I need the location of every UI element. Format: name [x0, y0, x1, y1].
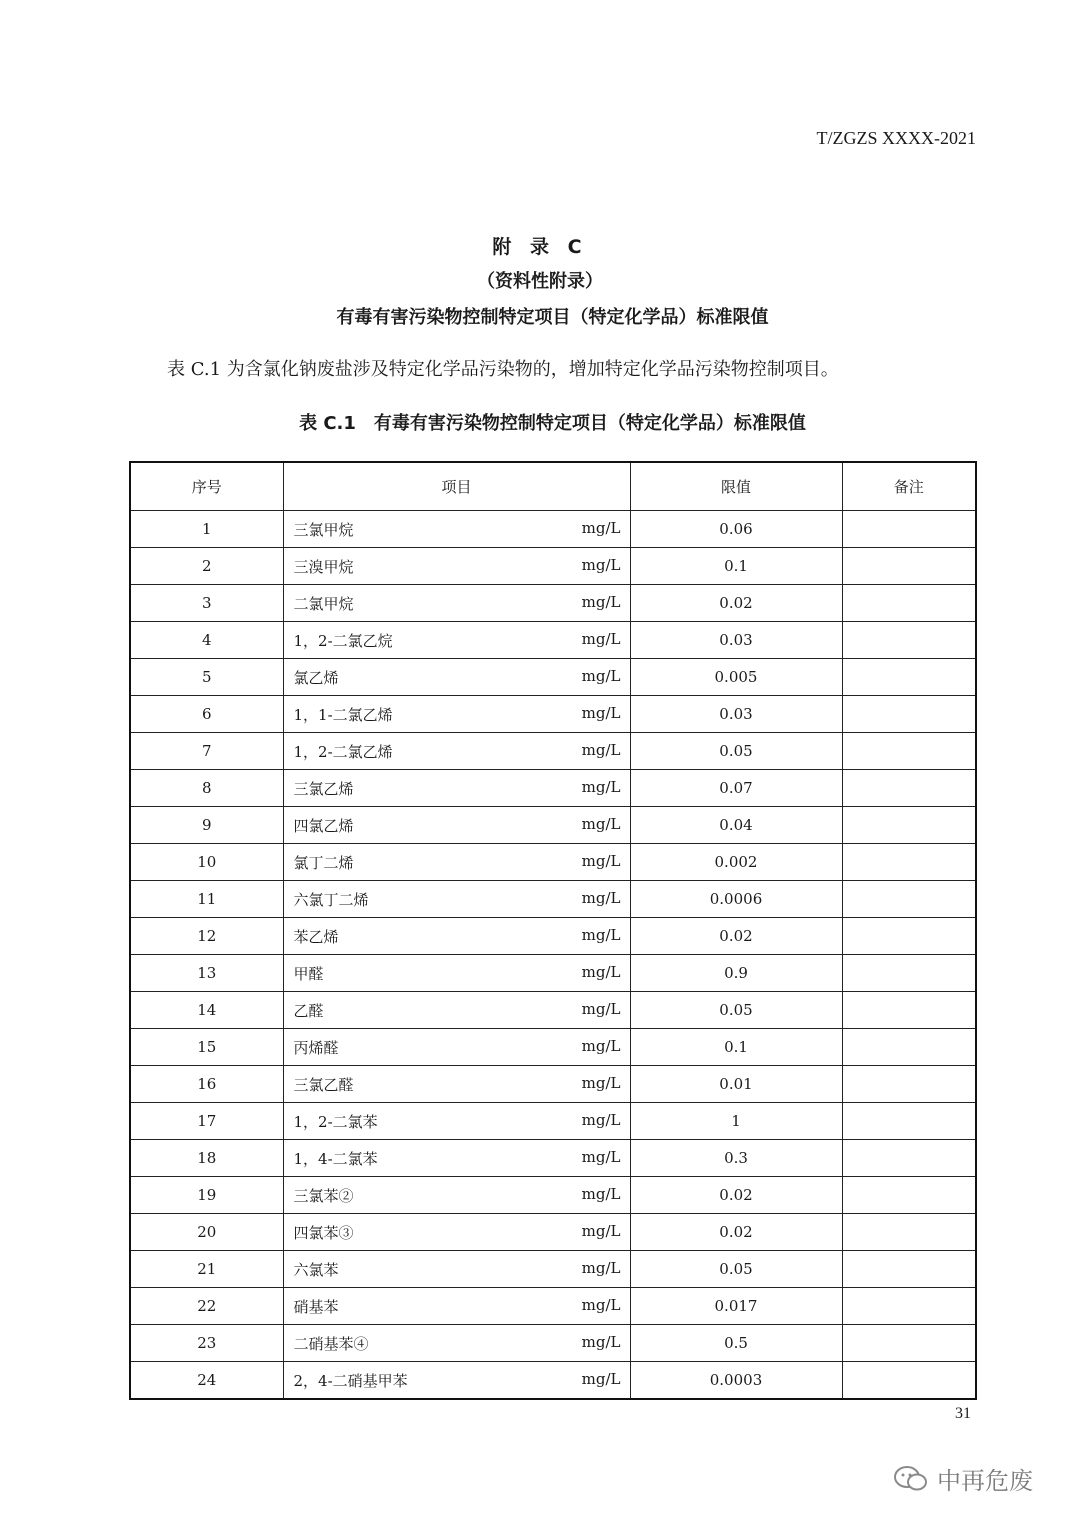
item-name: 二硝基苯④ — [293, 1334, 369, 1353]
cell-item — [283, 1288, 630, 1325]
cell-note — [842, 622, 976, 659]
cell-limit: 0.1 — [630, 1029, 842, 1066]
cell-item — [283, 1214, 630, 1251]
item-name: 乙醛 — [293, 1001, 324, 1020]
cell-no: 3 — [130, 585, 283, 622]
table-row — [130, 992, 976, 1029]
cell-limit: 0.06 — [630, 511, 842, 548]
cell-no: 19 — [130, 1177, 283, 1214]
chat-bubble-icon — [893, 1464, 929, 1494]
cell-note — [842, 1177, 976, 1214]
cell-item — [283, 1103, 630, 1140]
cell-limit: 0.02 — [630, 1177, 842, 1214]
item-unit: mg/L — [581, 740, 621, 759]
appendix-subtitle: （资料性附录） — [477, 271, 603, 292]
page-number: 31 — [955, 1405, 971, 1422]
item-name: 氯乙烯 — [293, 668, 339, 687]
item-name: 1，1-二氯乙烯 — [293, 705, 393, 724]
cell-no: 4 — [130, 622, 283, 659]
cell-no: 24 — [130, 1362, 283, 1400]
table-row — [130, 1325, 976, 1362]
table-row — [130, 548, 976, 585]
table-row — [130, 1066, 976, 1103]
table-row — [130, 807, 976, 844]
cell-limit: 0.07 — [630, 770, 842, 807]
item-name: 1，4-二氯苯 — [293, 1149, 378, 1168]
item-unit: mg/L — [581, 1073, 621, 1092]
cell-limit: 0.9 — [630, 955, 842, 992]
cell-item — [283, 548, 630, 585]
table-row — [130, 770, 976, 807]
cell-item — [283, 770, 630, 807]
cell-limit: 0.5 — [630, 1325, 842, 1362]
item-unit: mg/L — [581, 1184, 621, 1203]
item-name: 1，2-二氯乙烷 — [293, 631, 393, 650]
cell-limit: 0.02 — [630, 918, 842, 955]
item-unit: mg/L — [581, 1036, 621, 1055]
cell-note — [842, 1251, 976, 1288]
cell-item — [283, 1251, 630, 1288]
watermark — [893, 1461, 1033, 1496]
cell-note — [842, 807, 976, 844]
cell-item — [283, 918, 630, 955]
cell-item — [283, 622, 630, 659]
item-unit: mg/L — [581, 962, 621, 981]
table-body — [130, 511, 976, 1400]
item-name: 2，4-二硝基甲苯 — [293, 1371, 408, 1390]
cell-no: 16 — [130, 1066, 283, 1103]
cell-item — [283, 992, 630, 1029]
table-row — [130, 1214, 976, 1251]
item-name: 硝基苯 — [293, 1297, 339, 1316]
cell-item — [283, 844, 630, 881]
item-unit: mg/L — [581, 518, 621, 537]
table-row — [130, 1029, 976, 1066]
cell-note — [842, 1140, 976, 1177]
cell-note — [842, 585, 976, 622]
cell-limit: 0.05 — [630, 992, 842, 1029]
cell-item — [283, 1066, 630, 1103]
appendix-title: 附 录 C — [492, 236, 588, 258]
item-unit: mg/L — [581, 1221, 621, 1240]
cell-no: 1 — [130, 511, 283, 548]
cell-item — [283, 955, 630, 992]
item-name: 六氯丁二烯 — [293, 890, 369, 909]
item-unit: mg/L — [581, 999, 621, 1018]
cell-note — [842, 511, 976, 548]
item-unit: mg/L — [581, 777, 621, 796]
cell-item — [283, 696, 630, 733]
item-name: 1，2-二氯乙烯 — [293, 742, 393, 761]
item-name: 甲醛 — [293, 964, 324, 983]
item-unit: mg/L — [581, 1110, 621, 1129]
cell-limit: 0.0006 — [630, 881, 842, 918]
standards-table — [129, 461, 977, 1400]
item-name: 四氯苯③ — [293, 1223, 354, 1242]
cell-note — [842, 992, 976, 1029]
cell-note — [842, 844, 976, 881]
item-name: 三氯甲烷 — [293, 520, 354, 539]
cell-item — [283, 1029, 630, 1066]
cell-limit: 0.0003 — [630, 1362, 842, 1400]
cell-limit: 0.017 — [630, 1288, 842, 1325]
item-unit: mg/L — [581, 1147, 621, 1166]
cell-no: 13 — [130, 955, 283, 992]
cell-item — [283, 659, 630, 696]
table-row — [130, 659, 976, 696]
cell-limit: 0.1 — [630, 548, 842, 585]
cell-limit: 0.02 — [630, 1214, 842, 1251]
document-code: T/ZGZS XXXX-2021 — [816, 128, 976, 148]
cell-no: 21 — [130, 1251, 283, 1288]
cell-limit: 0.3 — [630, 1140, 842, 1177]
cell-item — [283, 733, 630, 770]
header-note: 备注 — [842, 462, 976, 511]
header-limit: 限值 — [630, 462, 842, 511]
item-unit: mg/L — [581, 703, 621, 722]
item-name: 1，2-二氯苯 — [293, 1112, 378, 1131]
cell-note — [842, 659, 976, 696]
cell-no: 9 — [130, 807, 283, 844]
cell-note — [842, 1288, 976, 1325]
cell-item — [283, 881, 630, 918]
cell-note — [842, 881, 976, 918]
item-unit: mg/L — [581, 851, 621, 870]
cell-note — [842, 1066, 976, 1103]
item-unit: mg/L — [581, 1369, 621, 1388]
appendix-heading: 有毒有害污染物控制特定项目（特定化学品）标准限值 — [336, 307, 769, 328]
cell-no: 22 — [130, 1288, 283, 1325]
cell-limit: 0.002 — [630, 844, 842, 881]
cell-no: 10 — [130, 844, 283, 881]
table-caption: 表 C.1 有毒有害污染物控制特定项目（特定化学品）标准限值 — [299, 413, 806, 434]
item-name: 三氯苯② — [293, 1186, 354, 1205]
cell-no: 14 — [130, 992, 283, 1029]
table-row — [130, 585, 976, 622]
cell-limit: 0.04 — [630, 807, 842, 844]
cell-note — [842, 1325, 976, 1362]
table-header-row — [130, 462, 976, 511]
item-unit: mg/L — [581, 666, 621, 685]
item-unit: mg/L — [581, 1258, 621, 1277]
cell-note — [842, 918, 976, 955]
item-name: 三氯乙醛 — [293, 1075, 354, 1094]
cell-no: 20 — [130, 1214, 283, 1251]
item-name: 四氯乙烯 — [293, 816, 354, 835]
cell-no: 2 — [130, 548, 283, 585]
cell-note — [842, 1103, 976, 1140]
intro-paragraph: 表 C.1 为含氯化钠废盐涉及特定化学品污染物的，增加特定化学品污染物控制项目。 — [167, 359, 839, 380]
cell-no: 11 — [130, 881, 283, 918]
table-row — [130, 1362, 976, 1400]
table-row — [130, 622, 976, 659]
cell-no: 5 — [130, 659, 283, 696]
cell-note — [842, 1029, 976, 1066]
item-name: 六氯苯 — [293, 1260, 339, 1279]
table-row — [130, 1288, 976, 1325]
cell-note — [842, 548, 976, 585]
item-unit: mg/L — [581, 1332, 621, 1351]
cell-no: 12 — [130, 918, 283, 955]
cell-no: 8 — [130, 770, 283, 807]
watermark-text: 中再危废 — [937, 1467, 1033, 1495]
cell-item — [283, 1325, 630, 1362]
item-name: 氯丁二烯 — [293, 853, 354, 872]
item-unit: mg/L — [581, 814, 621, 833]
cell-no: 18 — [130, 1140, 283, 1177]
table-row — [130, 1177, 976, 1214]
item-name: 三氯乙烯 — [293, 779, 354, 798]
cell-no: 17 — [130, 1103, 283, 1140]
cell-item — [283, 1177, 630, 1214]
cell-item — [283, 807, 630, 844]
cell-limit: 0.02 — [630, 585, 842, 622]
cell-no: 15 — [130, 1029, 283, 1066]
table-row — [130, 955, 976, 992]
cell-no: 23 — [130, 1325, 283, 1362]
cell-item — [283, 1140, 630, 1177]
item-unit: mg/L — [581, 888, 621, 907]
table-row — [130, 1251, 976, 1288]
cell-note — [842, 733, 976, 770]
cell-limit: 1 — [630, 1103, 842, 1140]
cell-note — [842, 696, 976, 733]
item-unit: mg/L — [581, 555, 621, 574]
table-row — [130, 918, 976, 955]
item-name: 三溴甲烷 — [293, 557, 354, 576]
cell-item — [283, 511, 630, 548]
cell-limit: 0.01 — [630, 1066, 842, 1103]
header-no: 序号 — [130, 462, 283, 511]
cell-limit: 0.005 — [630, 659, 842, 696]
table-row — [130, 1103, 976, 1140]
item-unit: mg/L — [581, 629, 621, 648]
cell-no: 6 — [130, 696, 283, 733]
table-row — [130, 844, 976, 881]
cell-limit: 0.05 — [630, 1251, 842, 1288]
item-unit: mg/L — [581, 1295, 621, 1314]
item-name: 苯乙烯 — [293, 927, 339, 946]
table-row — [130, 733, 976, 770]
cell-no: 7 — [130, 733, 283, 770]
cell-item — [283, 585, 630, 622]
item-name: 二氯甲烷 — [293, 594, 354, 613]
table-row — [130, 1140, 976, 1177]
cell-note — [842, 1362, 976, 1400]
cell-limit: 0.03 — [630, 696, 842, 733]
table-row — [130, 696, 976, 733]
item-unit: mg/L — [581, 925, 621, 944]
cell-note — [842, 770, 976, 807]
cell-note — [842, 955, 976, 992]
item-unit: mg/L — [581, 592, 621, 611]
cell-limit: 0.03 — [630, 622, 842, 659]
cell-item — [283, 1362, 630, 1400]
table-row — [130, 881, 976, 918]
cell-note — [842, 1214, 976, 1251]
item-name: 丙烯醛 — [293, 1038, 339, 1057]
cell-limit: 0.05 — [630, 733, 842, 770]
header-item: 项目 — [283, 462, 630, 511]
table-row — [130, 511, 976, 548]
